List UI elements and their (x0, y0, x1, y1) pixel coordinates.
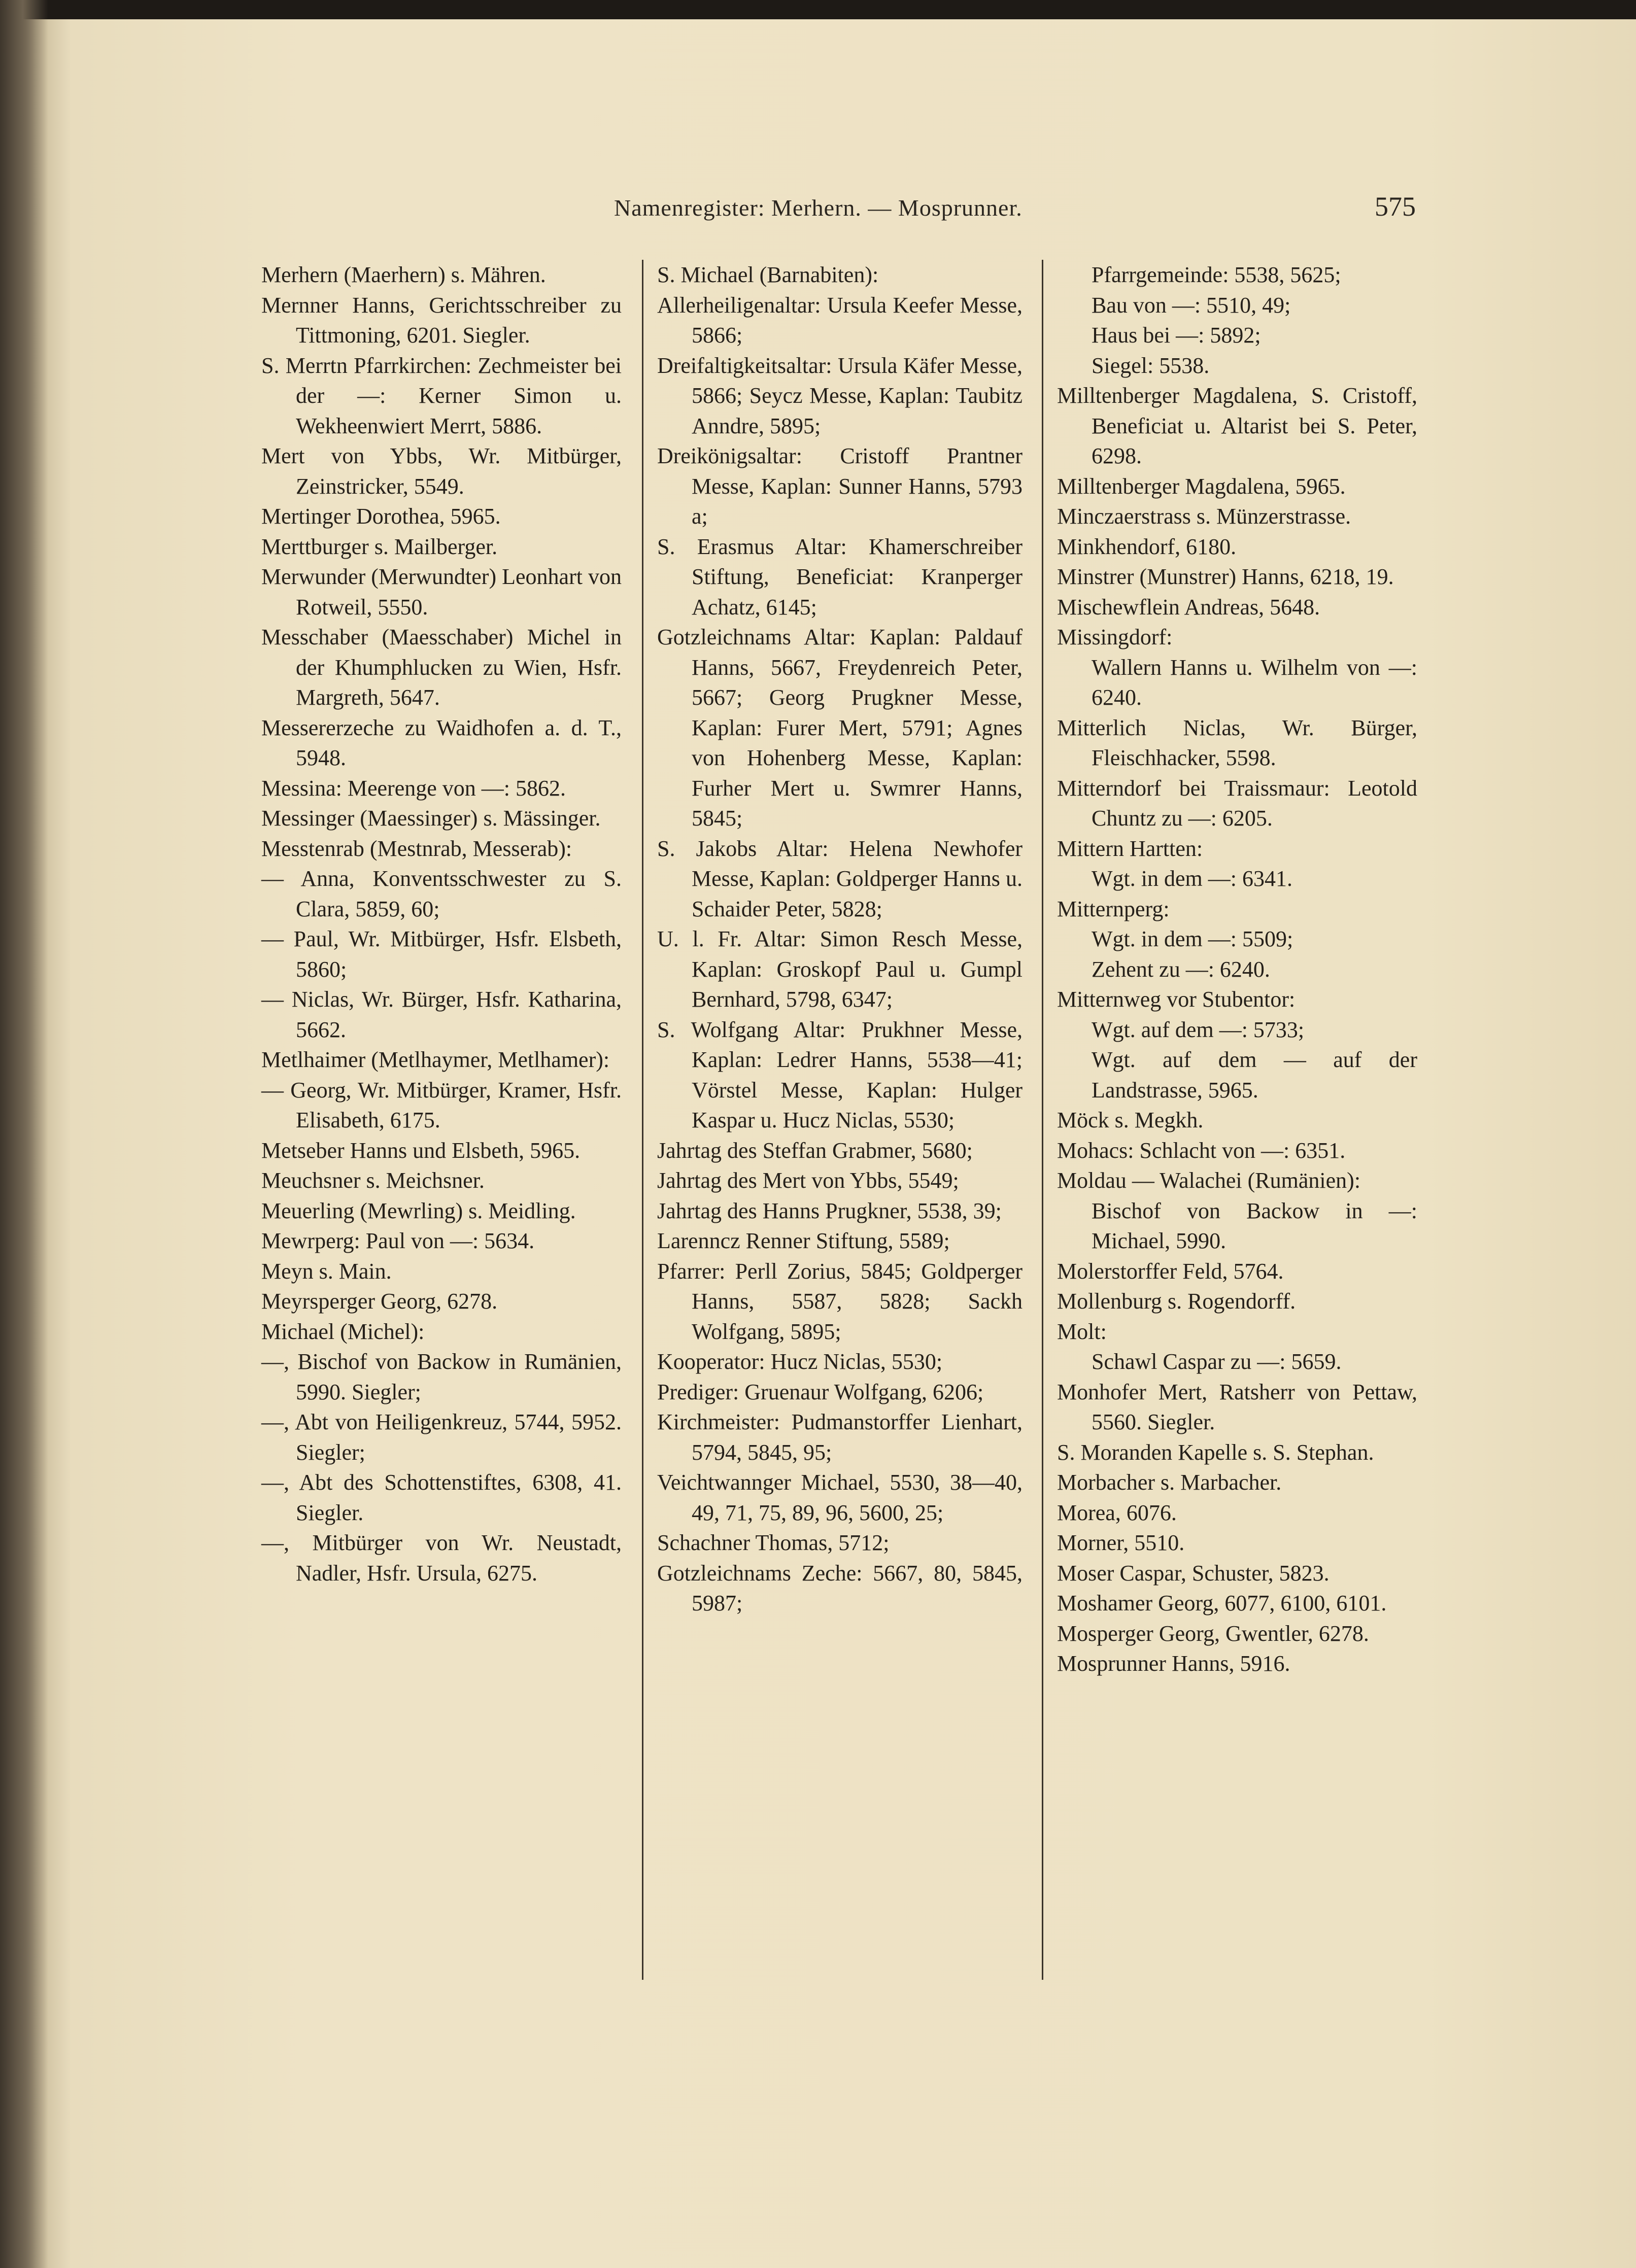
index-entry: Mitterlich Niclas, Wr. Bürger, Fleischhacker, 5598. (1057, 715, 1417, 770)
index-subentry: Kirchmeister: Pudmanstorffer Lienhart, 5794, 5845, 95; (657, 1410, 1022, 1465)
index-entry: Messina: Meerenge von —: 5862. (261, 775, 566, 801)
index-subentry: Veichtwannger Michael, 5530, 38—40, 49, 71, 75, 89, 96, 5600, 25; (657, 1470, 1022, 1525)
index-subentry: Allerheiligenaltar: Ursula Keefer Messe, 5866; (657, 292, 1022, 348)
index-entry: Metseber Hanns und Elsbeth, 5965. (261, 1138, 581, 1163)
index-entry: Messererzeche zu Waidhofen a. d. T., 5948. (261, 715, 622, 770)
index-entry: Minstrer (Munstrer) Hanns, 6218, 19. (1057, 564, 1394, 589)
index-subentry: Larenncz Renner Stiftung, 5589; (657, 1228, 950, 1253)
column-rule (1042, 260, 1043, 1980)
index-subentry: Haus bei —: 5892; (1092, 323, 1261, 348)
index-entry: Meyrsperger Georg, 6278. (261, 1289, 498, 1314)
index-entry: Merhern (Maerhern) s. Mähren. (261, 262, 546, 287)
index-subentry: Zehent zu —: 6240. (1092, 956, 1270, 982)
index-entry: Merwunder (Merwundter) Leonhart von Rotweil, 5550. (261, 564, 622, 620)
index-subentry: Wgt. in dem —: 5509; (1092, 926, 1293, 951)
index-subentry: Pfarrgemeinde: 5538, 5625; (1092, 262, 1341, 287)
index-subentry: Jahrtag des Hanns Prugkner, 5538, 39; (657, 1198, 1002, 1223)
index-subentry: Wgt. in dem —: 6341. (1092, 866, 1292, 891)
index-entry: Milltenberger Magdalena, S. Cristoff, Beneficiat u. Altarist bei S. Peter, 6298. (1057, 383, 1417, 468)
index-entry: Mitterndorf bei Traissmaur: Leotold Chuntz zu —: 6205. (1057, 775, 1417, 831)
index-entry: Milltenberger Magdalena, 5965. (1057, 473, 1346, 499)
index-entry: Missingdorf: (1057, 625, 1173, 649)
index-entry: Mernner Hanns, Gerichtsschreiber zu Tittmoning, 6201. Siegler. (261, 292, 622, 348)
index-subentry: Kooperator: Hucz Niclas, 5530; (657, 1349, 943, 1374)
index-entry: Morea, 6076. (1057, 1500, 1177, 1525)
column-rule (642, 260, 643, 1980)
index-entry: S. Merrtn Pfarrkirchen: Zechmeister bei der —: Kerner Simon u. Wekheenwiert Merrt, 5886. (261, 353, 622, 438)
index-entry: Mitternweg vor Stubentor: (1057, 987, 1296, 1012)
index-subentry: Bau von —: 5510, 49; (1092, 292, 1291, 318)
index-subentry: Siegel: 5538. (1092, 353, 1210, 378)
index-entry: Mosperger Georg, Gwentler, 6278. (1057, 1621, 1369, 1646)
index-subentry: Gotzleichnams Zeche: 5667, 80, 5845, 5987; (657, 1560, 1022, 1616)
index-subentry: Schachner Thomas, 5712; (657, 1530, 890, 1555)
index-subentry: Wgt. auf dem —: 5733; (1092, 1017, 1305, 1042)
index-entry: Moser Caspar, Schuster, 5823. (1057, 1560, 1330, 1586)
index-subentry: —, Abt von Heiligenkreuz, 5744, 5952. Siegler; (261, 1410, 622, 1465)
index-entry: Metlhaimer (Metlhaymer, Metlhamer): (261, 1047, 610, 1072)
index-entry: Mollenburg s. Rogendorff. (1057, 1289, 1296, 1314)
index-entry: Meuerling (Mewrling) s. Meidling. (261, 1198, 576, 1223)
index-entry: Monhofer Mert, Ratsherr von Pettaw, 5560. Siegler. (1057, 1379, 1417, 1434)
index-subentry: —, Bischof von Backow in Rumänien, 5990. Siegler; (261, 1349, 622, 1404)
index-entry: Morner, 5510. (1057, 1530, 1185, 1555)
index-subentry: Pfarrer: Perll Zorius, 5845; Goldperger Hanns, 5587, 5828; Sackh Wolfgang, 5895; (657, 1258, 1022, 1344)
index-subentry: S. Wolfgang Altar: Prukhner Messe, Kaplan: Ledrer Hanns, 5538—41; Vörstel Messe, Kaplan: Hulger Kaspar u. Hucz Niclas, 5530; (657, 1017, 1022, 1132)
running-header: Namenregister: Merhern. — Mosprunner. (614, 195, 1022, 221)
index-entry: Messtenrab (Mestnrab, Messerab): (261, 836, 572, 861)
index-entry: Meuchsner s. Meichsner. (261, 1168, 485, 1193)
index-entry: S. Moranden Kapelle s. S. Stephan. (1057, 1439, 1374, 1465)
index-entry: Mosprunner Hanns, 5916. (1057, 1651, 1290, 1676)
index-entry: Minkhendorf, 6180. (1057, 534, 1237, 559)
index-subentry: S. Jakobs Altar: Helena Newhofer Messe, Kaplan: Goldperger Hanns u. Schaider Peter, 5828; (657, 836, 1022, 921)
page-number: 575 (1375, 191, 1416, 222)
index-column-1 (261, 260, 622, 1588)
index-entry: Mittern Hartten: (1057, 836, 1203, 861)
index-subentry: Wgt. auf dem — auf der Landstrasse, 5965. (1092, 1047, 1417, 1103)
index-subentry: Jahrtag des Mert von Ybbs, 5549; (657, 1168, 959, 1193)
index-entry: Michael (Michel): (261, 1319, 425, 1344)
index-subentry: Dreikönigsaltar: Cristoff Prantner Messe, Kaplan: Sunner Hanns, 5793 a; (657, 443, 1022, 529)
index-entry: Messinger (Maessinger) s. Mässinger. (261, 806, 601, 831)
index-subentry: Dreifaltigkeitsaltar: Ursula Käfer Messe, 5866; Seycz Messe, Kaplan: Taubitz Anndre, 5895; (657, 353, 1022, 438)
index-entry: Morbacher s. Marbacher. (1057, 1470, 1282, 1495)
index-subentry: Wallern Hanns u. Wilhelm von —: 6240. (1092, 655, 1417, 710)
index-entry: Minczaerstrass s. Münzerstrasse. (1057, 504, 1351, 529)
index-subentry: — Anna, Konventsschwester zu S. Clara, 5859, 60; (261, 866, 622, 921)
index-entry: Molerstorffer Feld, 5764. (1057, 1258, 1284, 1284)
index-entry: Mewrperg: Paul von —: 5634. (261, 1228, 535, 1253)
index-subentry: — Niclas, Wr. Bürger, Hsfr. Katharina, 5662. (261, 987, 622, 1042)
index-column-3 (1057, 260, 1417, 1679)
index-subentry: — Georg, Wr. Mitbürger, Kramer, Hsfr. Elisabeth, 6175. (261, 1077, 622, 1132)
index-entry: Mitternperg: (1057, 896, 1170, 921)
index-entry: Molt: (1057, 1319, 1107, 1344)
index-entry: Messchaber (Maesschaber) Michel in der Khumphlucken zu Wien, Hsfr. Margreth, 5647. (261, 625, 622, 710)
index-column-2 (657, 260, 1022, 1619)
index-subentry: U. l. Fr. Altar: Simon Resch Messe, Kaplan: Groskopf Paul u. Gumpl Bernhard, 5798, 6347; (657, 926, 1022, 1012)
index-subentry: Jahrtag des Steffan Grabmer, 5680; (657, 1138, 973, 1163)
index-subentry: Schawl Caspar zu —: 5659. (1092, 1349, 1342, 1374)
index-entry: Moldau — Walachei (Rumänien): (1057, 1168, 1361, 1193)
index-entry: S. Michael (Barnabiten): (657, 262, 879, 287)
scan-border (0, 0, 1636, 19)
index-entry: Merttburger s. Mailberger. (261, 534, 498, 559)
index-subentry: Bischof von Backow in —: Michael, 5990. (1092, 1198, 1417, 1253)
index-entry: Meyn s. Main. (261, 1258, 392, 1284)
index-entry: Mohacs: Schlacht von —: 6351. (1057, 1138, 1346, 1163)
index-subentry: S. Erasmus Altar: Khamerschreiber Stiftung, Beneficiat: Kranperger Achatz, 6145; (657, 534, 1022, 620)
index-entry: Moshamer Georg, 6077, 6100, 6101. (1057, 1591, 1387, 1616)
index-entry: Mertinger Dorothea, 5965. (261, 504, 501, 529)
index-subentry: —, Abt des Schottenstiftes, 6308, 41. Siegler. (261, 1470, 622, 1525)
index-subentry: —, Mitbürger von Wr. Neustadt, Nadler, Hsfr. Ursula, 6275. (261, 1530, 622, 1586)
index-subentry: Prediger: Gruenaur Wolfgang, 6206; (657, 1379, 984, 1404)
index-subentry: — Paul, Wr. Mitbürger, Hsfr. Elsbeth, 5860; (261, 926, 622, 982)
index-entry: Möck s. Megkh. (1057, 1108, 1204, 1132)
binding-gutter (0, 0, 48, 2268)
index-subentry: Gotzleichnams Altar: Kaplan: Paldauf Hanns, 5667, Freydenreich Peter, 5667; Georg Prugkner Messe, Kaplan: Furer Mert, 5791; Agnes von Hohenberg Messe, Kaplan: Furher Mert u. Swmrer Hanns, 5845; (657, 625, 1022, 831)
index-entry: Mischewflein Andreas, 5648. (1057, 594, 1320, 620)
index-entry: Mert von Ybbs, Wr. Mitbürger, Zeinstricker, 5549. (261, 443, 622, 499)
